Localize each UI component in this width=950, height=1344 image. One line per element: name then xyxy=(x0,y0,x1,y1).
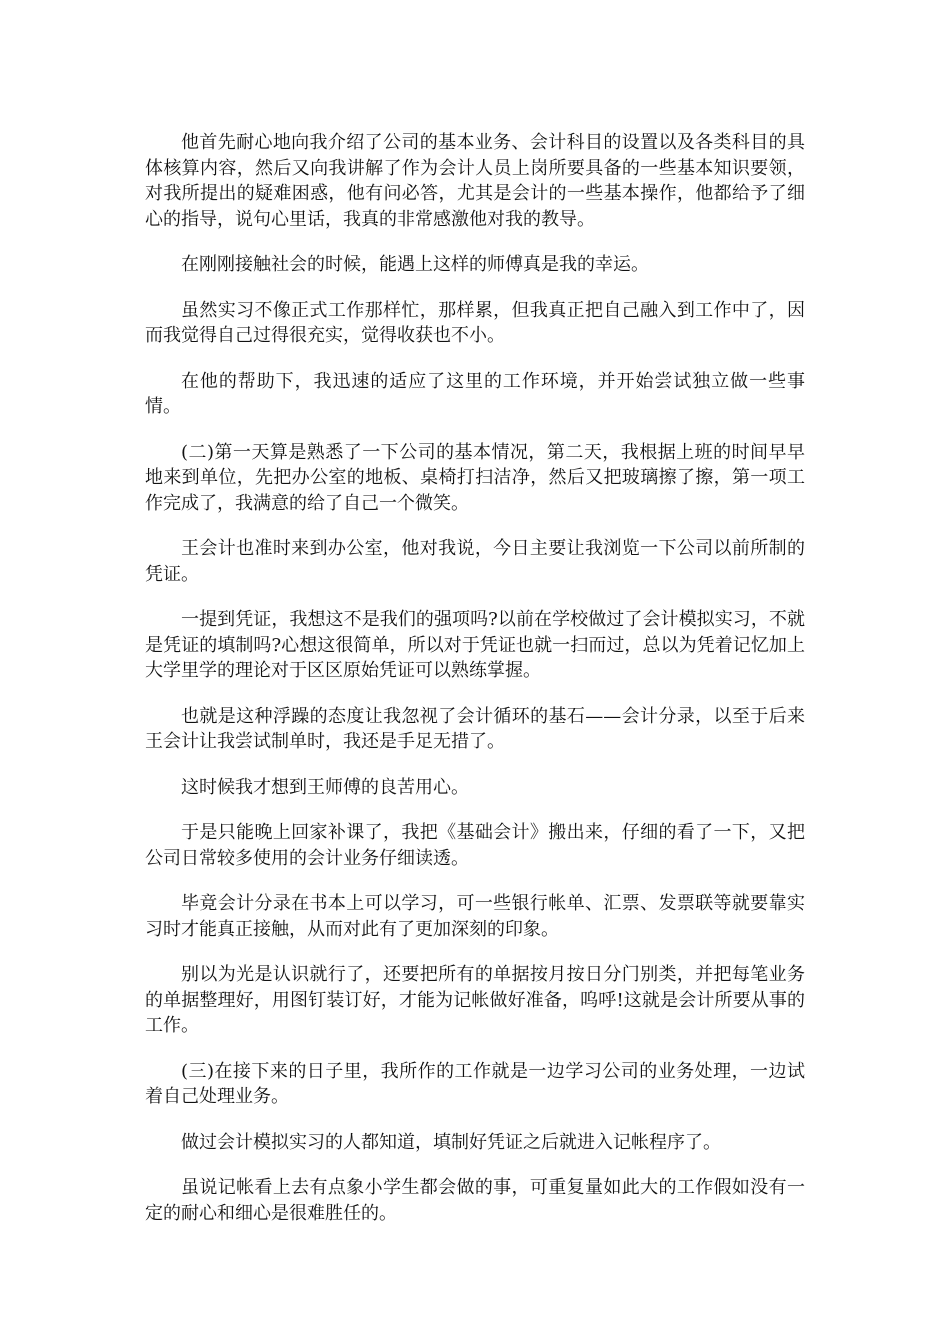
paragraph: 一提到凭证，我想这不是我们的强项吗?以前在学校做过了会计模拟实习，不就是凭证的填制吗?心想这很简单，所以对于凭证也就一扫而过，总以为凭着记忆加上大学里学的理论对于区区原始凭证可以熟练掌握。 xyxy=(145,609,805,681)
document-body xyxy=(145,130,805,1246)
paragraph: (二)第一天算是熟悉了一下公司的基本情况，第二天，我根据上班的时间早早地来到单位，先把办公室的地板、桌椅打扫洁净，然后又把玻璃擦了擦，第一项工作完成了，我满意的给了自己一个微笑。 xyxy=(145,441,805,514)
paragraph: 别以为光是认识就行了，还要把所有的单据按月按日分门别类，并把每笔业务的单据整理好，用图钉装订好，才能为记帐做好准备，呜呼!这就是会计所要从事的工作。 xyxy=(145,964,805,1036)
paragraph: 在刚刚接触社会的时候，能遇上这样的师傅真是我的幸运。 xyxy=(181,254,649,275)
paragraph: 做过会计模拟实习的人都知道，填制好凭证之后就进入记帐程序了。 xyxy=(181,1131,721,1153)
paragraph: 毕竟会计分录在书本上可以学习，可一些银行帐单、汇票、发票联等就要靠实习时才能真正接触，从而对此有了更加深刻的印象。 xyxy=(145,893,805,940)
paragraph: 他首先耐心地向我介绍了公司的基本业务、会计科目的设置以及各类科目的具体核算内容，然后又向我讲解了作为会计人员上岗所要具备的一些基本知识要领，对我所提出的疑难困惑，他有问必答，尤其是会计的一些基本操作，他都给予了细心的指导，说句心里话，我真的非常感激他对我的教导。 xyxy=(145,132,805,230)
paragraph: 在他的帮助下，我迅速的适应了这里的工作环境，并开始尝试独立做一些事情。 xyxy=(145,370,805,417)
paragraph: 也就是这种浮躁的态度让我忽视了会计循环的基石——会计分录，以至于后来王会计让我尝试制单时，我还是手足无措了。 xyxy=(145,705,805,752)
paragraph: 于是只能晚上回家补课了，我把《基础会计》搬出来，仔细的看了一下，又把公司日常较多使用的会计业务仔细读透。 xyxy=(145,822,805,869)
paragraph: 王会计也准时来到办公室，他对我说，今日主要让我浏览一下公司以前所制的凭证。 xyxy=(145,538,805,585)
paragraph: 虽说记帐看上去有点象小学生都会做的事，可重复量如此大的工作假如没有一定的耐心和细心是很难胜任的。 xyxy=(145,1177,805,1224)
paragraph: (三)在接下来的日子里，我所作的工作就是一边学习公司的业务处理，一边试着自己处理业务。 xyxy=(145,1060,805,1107)
paragraph: 这时候我才想到王师傅的良苦用心。 xyxy=(181,776,469,798)
paragraph: 虽然实习不像正式工作那样忙，那样累，但我真正把自己融入到工作中了，因而我觉得自己过得很充实，觉得收获也不小。 xyxy=(145,299,805,346)
